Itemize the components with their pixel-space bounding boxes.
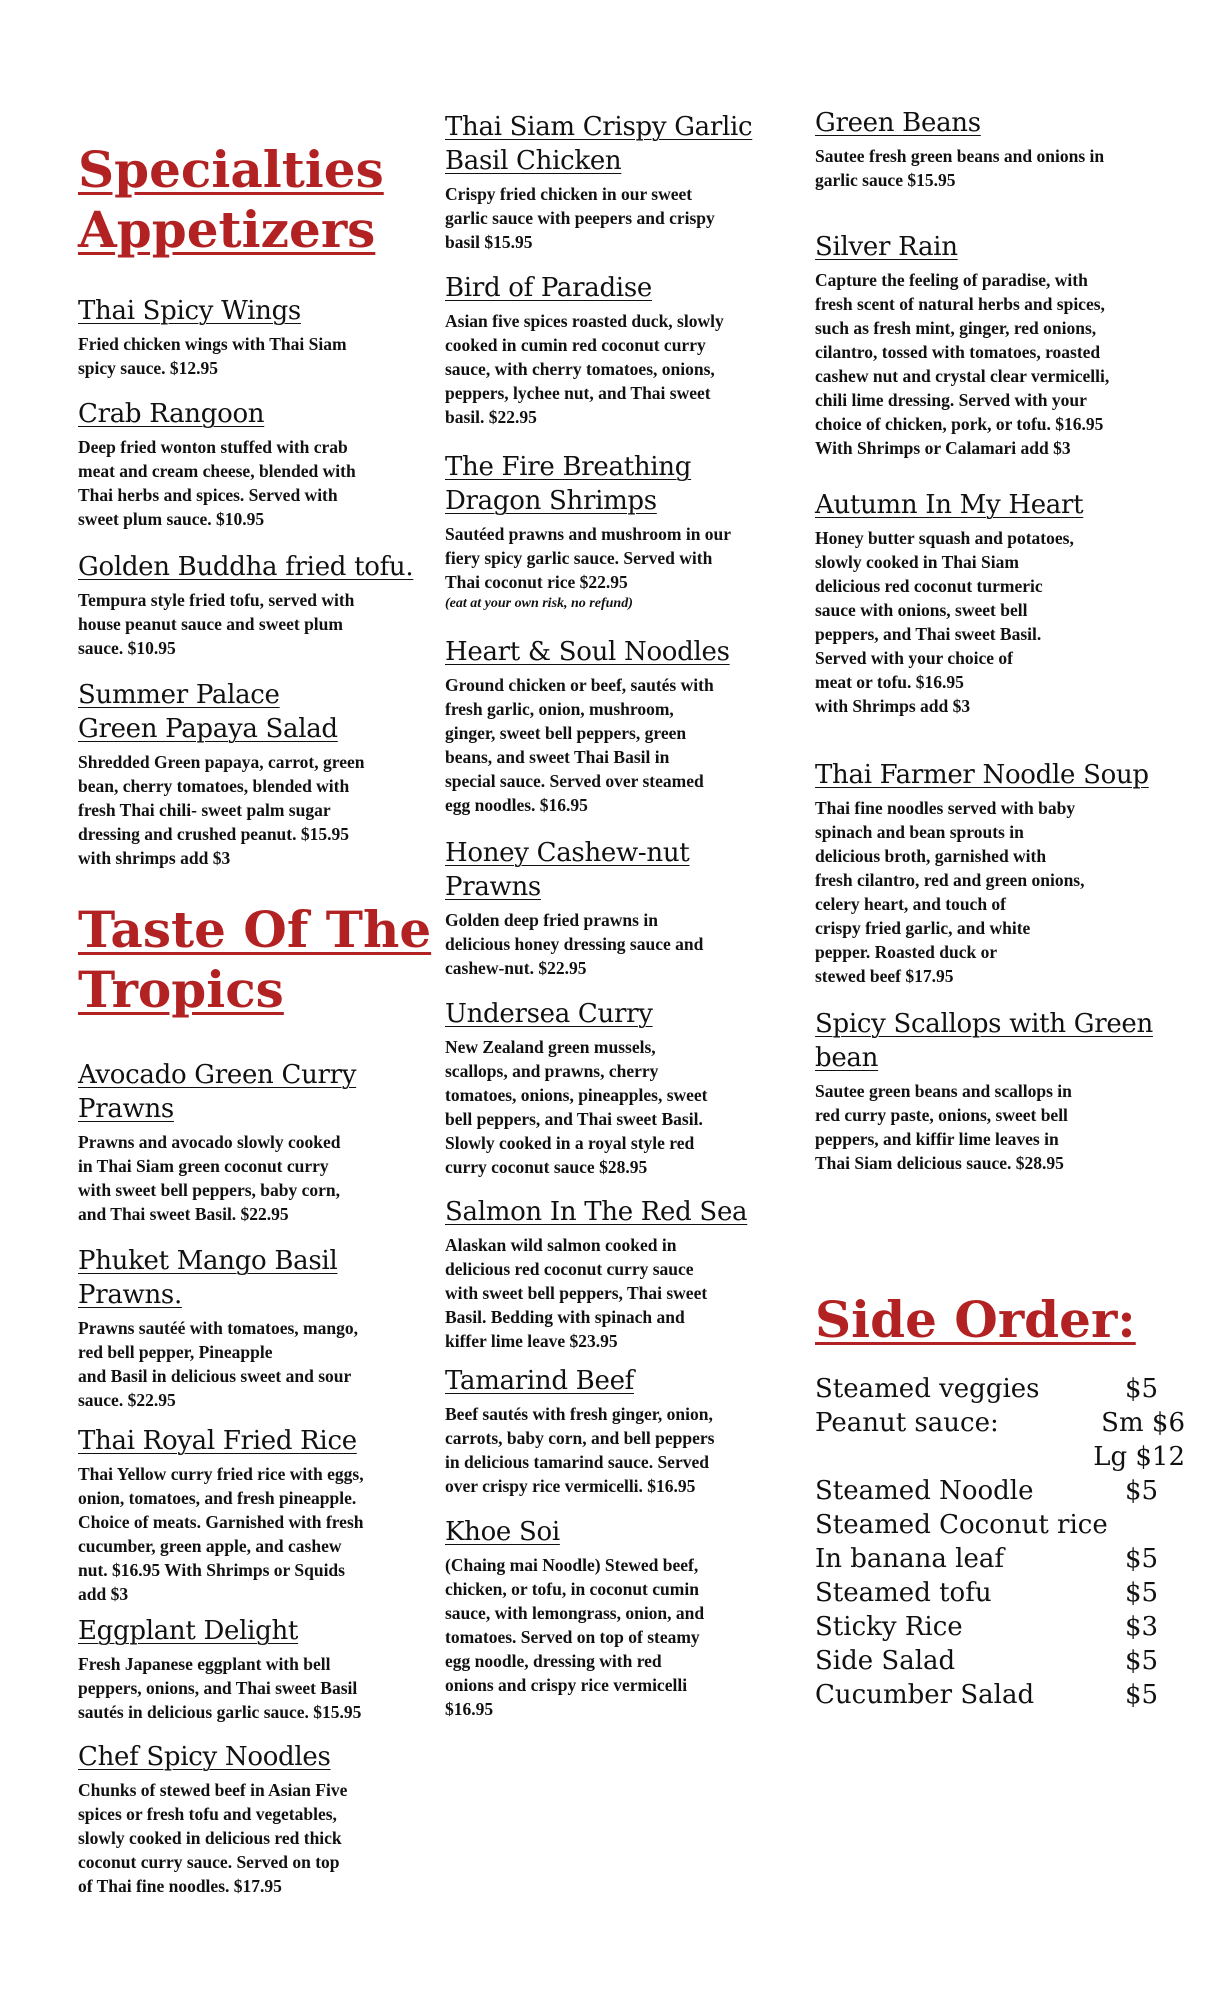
item-name: Bird of Paradise: [445, 273, 652, 303]
specialties-title-line2: Appetizers: [78, 200, 376, 259]
item-name: Chef Spicy Noodles: [78, 1742, 331, 1772]
side-order-list: [815, 1372, 1185, 1712]
side-item-name: Side Salad: [815, 1646, 956, 1676]
item-desc: Thai Yellow curry fried rice with eggs, onion, tomatoes, and fresh pineapple. Choice of meats. Garnished with fresh cucumber, green apple, and cashew nut. $16.95 With Shrimps or Squids add $3: [78, 1464, 364, 1604]
item-name: Avocado Green Curry Prawns: [78, 1060, 357, 1124]
item-desc: Ground chicken or beef, sautés with fresh garlic, onion, mushroom, ginger, sweet bell peppers, green beans, and sweet Thai Basil in special sauce. Served over steamed egg noodles. $16.95: [445, 675, 714, 815]
menu-item-golden-buddha: [78, 550, 418, 660]
menu-item-chef-spicy-noodles: [78, 1740, 418, 1898]
menu-item-phuket-mango: [78, 1244, 418, 1412]
item-name: Thai Royal Fried Rice: [78, 1426, 357, 1456]
menu-item-eggplant-delight: [78, 1614, 418, 1724]
side-item-name: Cucumber Salad: [815, 1680, 1035, 1710]
item-name: Undersea Curry: [445, 999, 653, 1029]
side-order-row: [815, 1678, 1185, 1712]
item-name: Eggplant Delight: [78, 1616, 299, 1646]
item-name: Autumn In My Heart: [815, 490, 1084, 520]
side-order-row: [815, 1474, 1185, 1508]
item-desc: Beef sautés with fresh ginger, onion, carrots, baby corn, and bell peppers in delicious tamarind sauce. Served over crispy rice vermicelli. $16.95: [445, 1404, 715, 1496]
item-desc: Thai fine noodles served with baby spinach and bean sprouts in delicious broth, garnished with fresh cilantro, red and green onions, celery heart, and touch of crispy fried garlic, and white pepper. Roasted duck or stewed beef $17.95: [815, 798, 1085, 986]
item-name: The Fire Breathing Dragon Shrimps: [445, 452, 692, 516]
item-desc: Sautee green beans and scallops in red curry paste, onions, sweet bell peppers, and kiffir lime leaves in Thai Siam delicious sauce. $28.95: [815, 1081, 1072, 1173]
menu-item-green-beans: [815, 106, 1185, 192]
side-order-row: [815, 1576, 1185, 1610]
side-item-price: $5: [1125, 1578, 1159, 1608]
menu-item-farmer-noodle-soup: [815, 758, 1185, 988]
item-desc: Chunks of stewed beef in Asian Five spices or fresh tofu and vegetables, slowly cooked in delicious red thick coconut curry sauce. Served on top of Thai fine noodles. $17.95: [78, 1780, 348, 1896]
menu-item-salmon-red-sea: [445, 1195, 785, 1353]
item-desc: Honey butter squash and potatoes, slowly cooked in Thai Siam delicious red coconut turmeric sauce with onions, sweet bell peppers, and Thai sweet Basil. Served with your choice of meat or tofu. $16.95 with Shrimps add $3: [815, 528, 1074, 716]
item-desc: Shredded Green papaya, carrot, green bean, cherry tomatoes, blended with fresh Thai chili- sweet palm sugar dressing and crushed peanut. $15.95 with shrimps add $3: [78, 752, 365, 868]
side-order-row: [815, 1372, 1185, 1406]
side-order-row: [815, 1542, 1185, 1576]
item-name: Summer Palace Green Papaya Salad: [78, 680, 338, 744]
item-desc: Capture the feeling of paradise, with fresh scent of natural herbs and spices, such as fresh mint, ginger, red onions, cilantro, tossed with tomatoes, roasted cashew nut and crystal clear vermicelli, chili lime dressing. Served with your choice of chicken, pork, or tofu. $16.95 With Shrimps or Calamari add $3: [815, 270, 1110, 458]
menu-item-honey-cashew: [445, 836, 785, 980]
item-desc: Prawns and avocado slowly cooked in Thai Siam green coconut curry with sweet bell peppers, baby corn, and Thai sweet Basil. $22.95: [78, 1132, 341, 1224]
side-order-row: [815, 1508, 1185, 1542]
menu-item-undersea-curry: [445, 997, 785, 1179]
item-desc: Fresh Japanese eggplant with bell peppers, onions, and Thai sweet Basil sautés in delicious garlic sauce. $15.95: [78, 1654, 362, 1722]
item-desc: Crispy fried chicken in our sweet garlic sauce with peepers and crispy basil $15.95: [445, 184, 715, 252]
item-desc: Sautee fresh green beans and onions in garlic sauce $15.95: [815, 146, 1105, 190]
menu-item-tamarind-beef: [445, 1364, 785, 1498]
item-name: Phuket Mango Basil Prawns.: [78, 1246, 338, 1310]
specialties-title-line1: Specialties: [78, 140, 384, 199]
menu-item-autumn-in-my-heart: [815, 488, 1185, 718]
item-name: Tamarind Beef: [445, 1366, 634, 1396]
side-order-row: [815, 1644, 1185, 1678]
item-desc: Sautéed prawns and mushroom in our fiery spicy garlic sauce. Served with Thai coconut rice $22.95: [445, 524, 732, 592]
side-item-price: $5: [1125, 1476, 1159, 1506]
item-name: Thai Siam Crispy Garlic Basil Chicken: [445, 112, 753, 176]
menu-item-bird-of-paradise: [445, 271, 785, 429]
menu-item-khoe-soi: [445, 1515, 785, 1721]
item-desc: Asian five spices roasted duck, slowly cooked in cumin red coconut curry sauce, with cherry tomatoes, onions, peppers, lychee nut, and Thai sweet basil. $22.95: [445, 311, 724, 427]
item-desc: Deep fried wonton stuffed with crab meat and cream cheese, blended with Thai herbs and spices. Served with sweet plum sauce. $10.95: [78, 437, 356, 529]
item-name: Spicy Scallops with Green bean: [815, 1009, 1153, 1073]
item-name: Honey Cashew-nut Prawns: [445, 838, 690, 902]
side-item-price: Sm $6 Lg $12: [1093, 1408, 1185, 1472]
item-note: (eat at your own risk, no refund): [445, 596, 633, 611]
item-name: Salmon In The Red Sea: [445, 1197, 748, 1227]
item-name: Crab Rangoon: [78, 399, 265, 429]
side-item-name: In banana leaf: [815, 1544, 1005, 1574]
menu-item-fire-breathing-dragon: [445, 450, 785, 614]
item-desc: New Zealand green mussels, scallops, and prawns, cherry tomatoes, onions, pineapples, sweet bell peppers, and Thai sweet Basil. Slowly cooked in a royal style red curry coconut sauce $28.95: [445, 1037, 708, 1177]
item-desc: Fried chicken wings with Thai Siam spicy sauce. $12.95: [78, 334, 347, 378]
tropics-title-line2: Tropics: [78, 960, 284, 1019]
side-item-name: Sticky Rice: [815, 1612, 963, 1642]
item-name: Thai Spicy Wings: [78, 296, 301, 326]
side-order-row: [815, 1610, 1185, 1644]
side-order-title: Side Order:: [815, 1290, 1136, 1349]
menu-item-heart-soul-noodles: [445, 635, 785, 817]
tropics-title-line1: Taste Of The: [78, 900, 432, 959]
item-name: Golden Buddha fried tofu.: [78, 552, 414, 582]
menu-item-crispy-garlic-basil-chicken: [445, 110, 785, 254]
side-order-row: [815, 1406, 1185, 1474]
menu-item-royal-fried-rice: [78, 1424, 418, 1606]
side-item-price: $5: [1125, 1680, 1159, 1710]
item-name: Silver Rain: [815, 232, 958, 262]
side-item-name: Steamed Noodle: [815, 1476, 1034, 1506]
menu-item-papaya-salad: [78, 678, 418, 870]
menu-item-silver-rain: [815, 230, 1185, 460]
menu-item-crab-rangoon: [78, 397, 418, 531]
item-name: Thai Farmer Noodle Soup: [815, 760, 1149, 790]
menu-item-spicy-scallops: [815, 1007, 1185, 1175]
side-item-name: Steamed Coconut rice: [815, 1510, 1108, 1540]
item-desc: (Chaing mai Noodle) Stewed beef, chicken, or tofu, in coconut cumin sauce, with lemongrass, onion, and tomatoes. Served on top of steamy egg noodle, dressing with red onions and crispy rice vermicelli $16.95: [445, 1555, 705, 1719]
side-item-name: Steamed tofu: [815, 1578, 992, 1608]
side-item-price: $3: [1125, 1612, 1159, 1642]
item-desc: Golden deep fried prawns in delicious honey dressing sauce and cashew-nut. $22.95: [445, 910, 704, 978]
item-desc: Prawns sautéé with tomatoes, mango, red bell pepper, Pineapple and Basil in delicious sweet and sour sauce. $22.95: [78, 1318, 358, 1410]
item-name: Heart & Soul Noodles: [445, 637, 730, 667]
side-item-name: Peanut sauce:: [815, 1408, 999, 1438]
side-item-price: $5: [1125, 1544, 1159, 1574]
menu-item-thai-spicy-wings: [78, 294, 418, 380]
specialties-title: [78, 140, 384, 260]
side-item-name: Steamed veggies: [815, 1374, 1040, 1404]
menu-item-avocado-curry: [78, 1058, 418, 1226]
side-item-price: $5: [1125, 1374, 1159, 1404]
item-name: Green Beans: [815, 108, 981, 138]
item-desc: Alaskan wild salmon cooked in delicious red coconut curry sauce with sweet bell peppers, Thai sweet Basil. Bedding with spinach and kiffer lime leave $23.95: [445, 1235, 708, 1351]
item-desc: Tempura style fried tofu, served with house peanut sauce and sweet plum sauce. $10.95: [78, 590, 355, 658]
side-item-price: $5: [1125, 1646, 1159, 1676]
item-name: Khoe Soi: [445, 1517, 560, 1547]
side-item-price: [1125, 1508, 1185, 1542]
tropics-title: [78, 900, 431, 1020]
